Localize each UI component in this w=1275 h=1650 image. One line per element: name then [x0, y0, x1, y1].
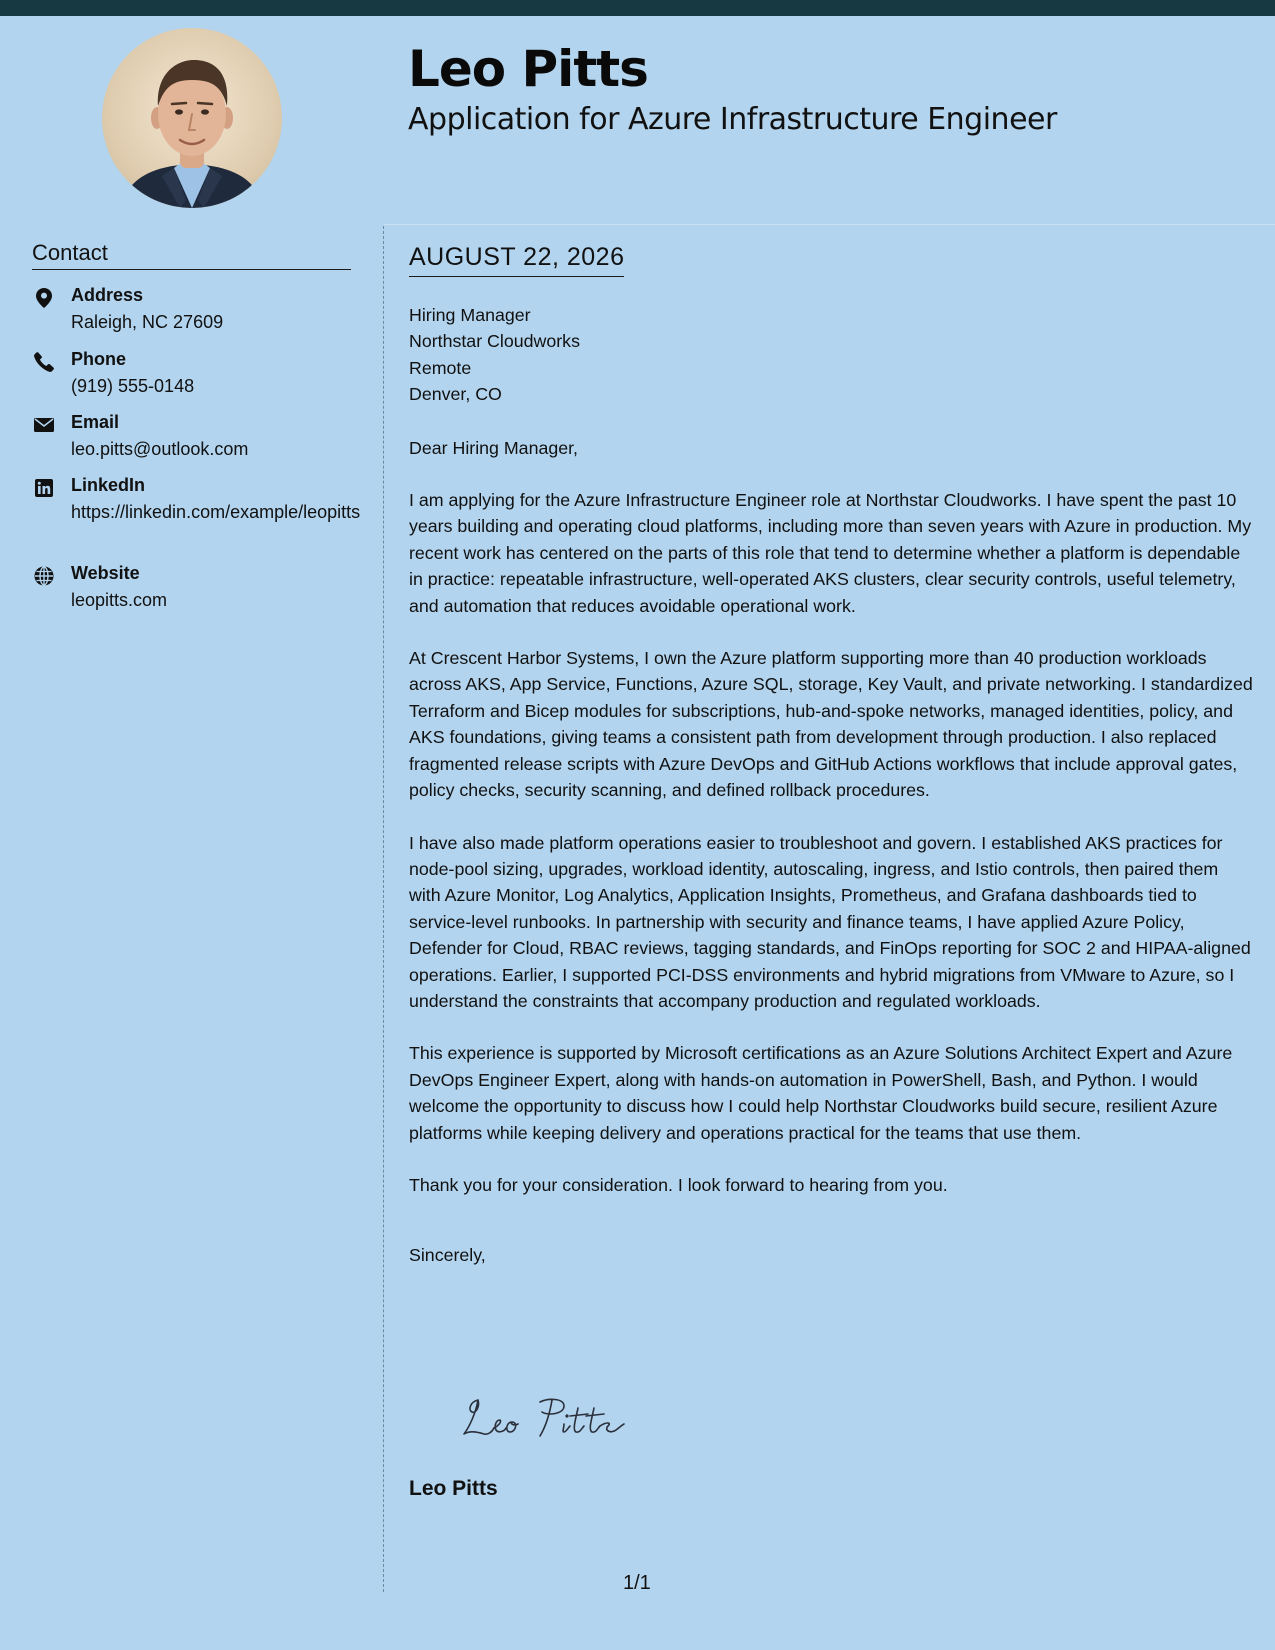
recipient-line: Northstar Cloudworks — [409, 331, 580, 352]
contact-value: (919) 555-0148 — [71, 376, 195, 396]
header-divider — [384, 224, 1275, 225]
contact-label: Address — [71, 285, 144, 305]
body-paragraph: At Crescent Harbor Systems, I own the Azure platform supporting more than 40 production workloads across AKS, App Service, Functions, Azure SQL, storage, Key Vault, and private networking. I standardized Terraform and Bicep modules for subscriptions, hub-and-spoke networks, managed identities, policy, and AKS foundations, giving teams a consistent path from development through production. I also replaced fragmented release scripts with Azure DevOps and GitHub Actions workflows that include approval gates, policy checks, security scanning, and defined rollback procedures. — [409, 648, 1253, 801]
letter-date: AUGUST 22, 2026 — [409, 243, 624, 277]
linkedin-icon — [32, 477, 56, 499]
salutation: Dear Hiring Manager, — [409, 437, 578, 458]
body-paragraph: I am applying for the Azure Infrastructure Engineer role at Northstar Cloudworks. I have spent the past 10 years building and operating cloud platforms, including more than seven years with Azure in production. My recent work has centered on the parts of this role that tend to determine whether a platform is dependable in practice: repeatable infrastructure, well-operated AKS clusters, clear security controls, useful telemetry, and automation that reduces avoidable operational work. — [409, 490, 1252, 616]
body-paragraph: This experience is supported by Microsoft certifications as an Azure Solutions Architect Expert and Azure DevOps Engineer Expert, along with hands-on automation in PowerShell, Bash, and Python. I would welcome the opportunity to discuss how I could help Northstar Cloudworks build secure, resilient Azure platforms while keeping delivery and operations practical for the teams that use them. — [409, 1043, 1233, 1143]
application-title: Application for Azure Infrastructure Engineer — [408, 102, 1057, 137]
signer-name: Leo Pitts — [409, 1477, 498, 1500]
contact-value[interactable]: https://linkedin.com/example/leopitts — [71, 502, 361, 522]
contact-value[interactable]: leopitts.com — [71, 590, 168, 610]
profile-photo — [102, 28, 282, 208]
contact-label: Website — [71, 563, 140, 583]
applicant-name: Leo Pitts — [408, 40, 648, 98]
closing: Sincerely, — [409, 1245, 486, 1266]
recipient-line: Denver, CO — [409, 384, 502, 405]
recipient-line: Remote — [409, 357, 472, 378]
contact-label: LinkedIn — [71, 475, 146, 495]
letter-body — [409, 302, 1254, 1269]
contact-label: Email — [71, 412, 120, 432]
contact-value: Raleigh, NC 27609 — [71, 312, 224, 332]
recipient-block — [409, 302, 1254, 408]
contact-label: Phone — [71, 349, 127, 369]
contact-value[interactable]: leo.pitts@outlook.com — [71, 439, 249, 459]
globe-icon — [32, 565, 56, 587]
recipient-line: Hiring Manager — [409, 305, 531, 325]
column-divider — [383, 226, 384, 1592]
contact-heading: Contact — [32, 240, 351, 270]
body-paragraph: I have also made platform operations easier to troubleshoot and govern. I established AKS practices for node-pool sizing, upgrades, workload identity, autoscaling, ingress, and Istio controls, then paired them with Azure Monitor, Log Analytics, Application Insights, Prometheus, and Grafana dashboards tied to service-level runbooks. In partnership with security and finance teams, I have applied Azure Policy, Defender for Cloud, RBAC reviews, tagging standards, and FinOps reporting for SOC 2 and HIPAA-aligned operations. Earlier, I supported PCI-DSS environments and hybrid migrations from VMware to Azure, so I understand the constraints that accompany production and regulated workloads. — [409, 832, 1251, 1011]
top-accent-bar — [0, 0, 1275, 16]
phone-icon — [32, 351, 56, 373]
handwritten-signature — [460, 1392, 630, 1447]
map-pin-icon — [32, 287, 56, 309]
page-number: 1/1 — [623, 1572, 651, 1594]
body-paragraph: Thank you for your consideration. I look forward to hearing from you. — [409, 1174, 948, 1195]
envelope-icon — [32, 414, 56, 436]
